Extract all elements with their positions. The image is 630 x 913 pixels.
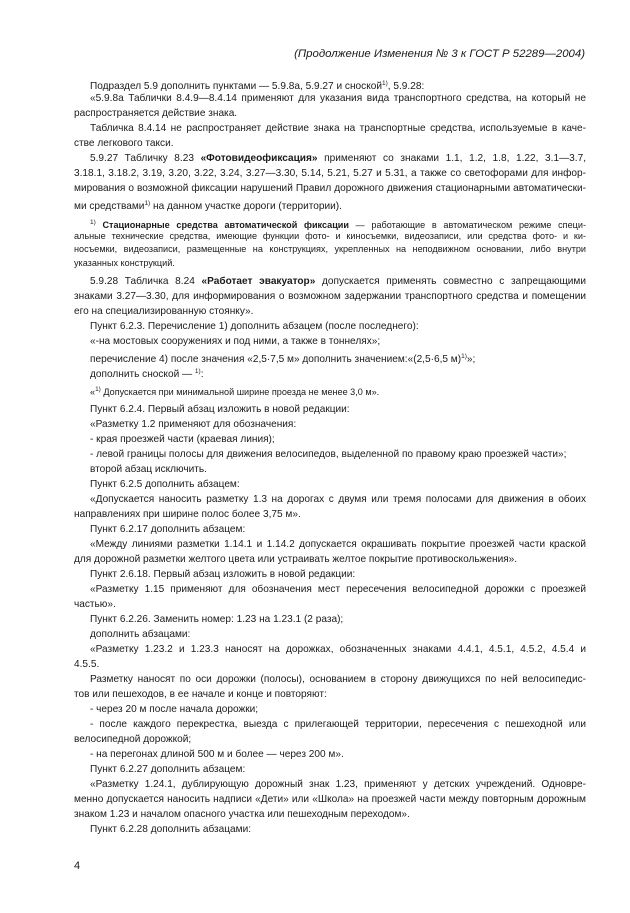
text-line: мирования о возможной фиксации нарушений Правил дорожного движения стационарными автоматически- — [74, 183, 586, 194]
text-line: знаками 3.27—3.30, для информирования о возможном задержании транспортного средства и помещении — [74, 291, 586, 302]
text-line: Пункт 6.2.5 дополнить абзацем: — [90, 478, 240, 490]
text-line: - края проезжей части (краевая линия); — [90, 433, 275, 445]
footnote-marker: 1) — [381, 80, 388, 87]
text-line: - левой границы полосы для движения велосипедов, выделенной по правому краю проезжей части»; — [90, 448, 567, 460]
footnote-line: $^{1)}$ Стационарные средства автоматической фиксации — работающие в автоматическом режиме специ- — [90, 219, 586, 230]
footnote-marker: 1) — [90, 219, 96, 226]
text-line: направлениях при ширине полос более 3,75 м». — [74, 508, 301, 520]
text-line: Пункт 6.2.3. Перечисление 1) дополнить абзацем (после последнего): — [90, 321, 419, 332]
footnote-line: альные технические средства, имеющие функции фото- и киносъемки, видеозаписи, или средства фото- и ки- — [74, 230, 586, 241]
text-line: менно допускается наносить надписи «Дети» или «Школа» на проезжей части между повторным дорожным — [74, 793, 586, 805]
footnote-marker: 1) — [144, 200, 151, 207]
text-line: ми средствами$^{1)}$ на данном участке дороги (территории). — [74, 200, 342, 211]
document-body — [74, 76, 586, 837]
text-line: «-на мостовых сооружениях и под ними, а также в тоннелях»; — [90, 336, 381, 347]
text-line: «Между линиями разметки 1.14.1 и 1.14.2 допускается окрашивать покрытие проезжей части краской — [90, 538, 586, 550]
text-line: дополнить сноской — $^{1)}$: — [90, 368, 204, 379]
text-line: Разметку наносят по оси дорожки (полосы), основанием в сторону движущихся по ней велосипедис- — [90, 673, 586, 685]
text-line: Пункт 6.2.17 дополнить абзацем: — [90, 523, 246, 535]
text-line: «Разметку 1.15 применяют для обозначения мест пересечения велосипедной дорожки с проезжей — [90, 583, 586, 595]
text-line: его на специализированную стоянку». — [74, 306, 254, 317]
text-line: 5.9.27 Табличку 8.23 «Фотовидеофиксация» применяют со знаками 1.1, 1.2, 1.8, 1.22, 3.1—3.7, — [90, 153, 586, 164]
text-line: - после каждого перекрестка, выезда с прилегающей территории, пересечения с пешеходной или — [90, 718, 586, 730]
text-line: для дорожной разметки желтого цвета или устраивать желтое покрытие противоскольжения». — [74, 553, 518, 565]
text-line: Пункт 6.2.26. Заменить номер: 1.23 на 1.23.1 (2 раза); — [90, 613, 344, 625]
text-line: частью». — [74, 598, 116, 610]
text-line: 4.5.5. — [74, 658, 100, 670]
text-line: велосипедной дорожкой; — [74, 733, 192, 745]
page-number: 4 — [74, 860, 81, 872]
text-line: - на перегонах длиной 500 м и более — через 200 м». — [90, 748, 344, 760]
text-line: Пункт 6.2.28 дополнить абзацами: — [90, 823, 252, 835]
text-line: «Допускается наносить разметку 1.3 на дорогах с двумя или тремя полосами для движения в обоих — [90, 493, 586, 505]
text-line: - через 20 м после начала дорожки; — [90, 703, 259, 715]
text-line: Подраздел 5.9 дополнить пунктами — 5.9.8а, 5.9.27 и сноской$^{1)}$, 5.9.28: — [90, 80, 425, 91]
text-line: перечисление 4) после значения «2,5·7,5 м» дополнить значением:«(2,5·6,5 м)$^{1)}$»; — [90, 353, 476, 364]
text-line: Пункт 6.2.27 дополнить абзацем: — [90, 763, 246, 775]
footnote-line: «$^{1)}$ Допускается при минимальной ширине проезда не менее 3,0 м». — [90, 386, 380, 397]
text-line: «5.9.8а Таблички 8.4.9—8.4.14 применяют для указания вида транспортного средства, на который не — [90, 93, 586, 104]
text-line: стве легкового такси. — [74, 138, 174, 149]
footnote-marker: 1) — [461, 353, 467, 360]
text-line: знаком 1.23 и началом опасного участка или пешеходным переходом». — [74, 808, 410, 820]
text-line: «Разметку 1.2 применяют для обозначения: — [90, 418, 297, 430]
text-line: Пункт 6.2.4. Первый абзац изложить в новой редакции: — [90, 403, 350, 415]
footnote-line: носъемки, видеозаписи, размещенные на конструкциях, укрепленных на неподвижном основании, либо внутри — [74, 244, 586, 254]
text-line: дополнить абзацами: — [90, 628, 191, 640]
footnote-marker: 1) — [194, 368, 201, 375]
page-header: (Продолжение Изменения № 3 к ГОСТ Р 52289—2004) — [294, 48, 585, 60]
footnote-marker: 1) — [95, 386, 101, 393]
text-line: 5.9.28 Табличка 8.24 «Работает эвакуатор» допускается применять совместно с запрещающими — [90, 276, 586, 287]
text-line: 3.18.1, 3.18.2, 3.19, 3.20, 3.22, 3.24, 3.27—3.30, 5.14, 5.21, 5.27 и 5.31, а также со светофорами для инфор- — [74, 168, 586, 179]
text-line: Табличка 8.4.14 не распространяет действие знака на транспортные средства, используемые в каче- — [90, 123, 586, 134]
text-line: «Разметку 1.23.2 и 1.23.3 наносят на дорожках, обозначенных знаками 4.4.1, 4.5.1, 4.5.2, 4.5.4 и — [90, 643, 586, 655]
footnote-line: указанных конструкций. — [74, 257, 175, 268]
text-line: распространяется действие знака. — [74, 108, 238, 119]
text-line: Пункт 2.6.18. Первый абзац изложить в новой редакции: — [90, 568, 356, 580]
text-line: тов или пешеходов, в ее начале и конце и повторяют: — [74, 688, 327, 700]
text-line: второй абзац исключить. — [90, 463, 207, 475]
text-line: «Разметку 1.24.1, дублирующую дорожный знак 1.23, применяют у детских учреждений. Одновре- — [90, 778, 586, 790]
